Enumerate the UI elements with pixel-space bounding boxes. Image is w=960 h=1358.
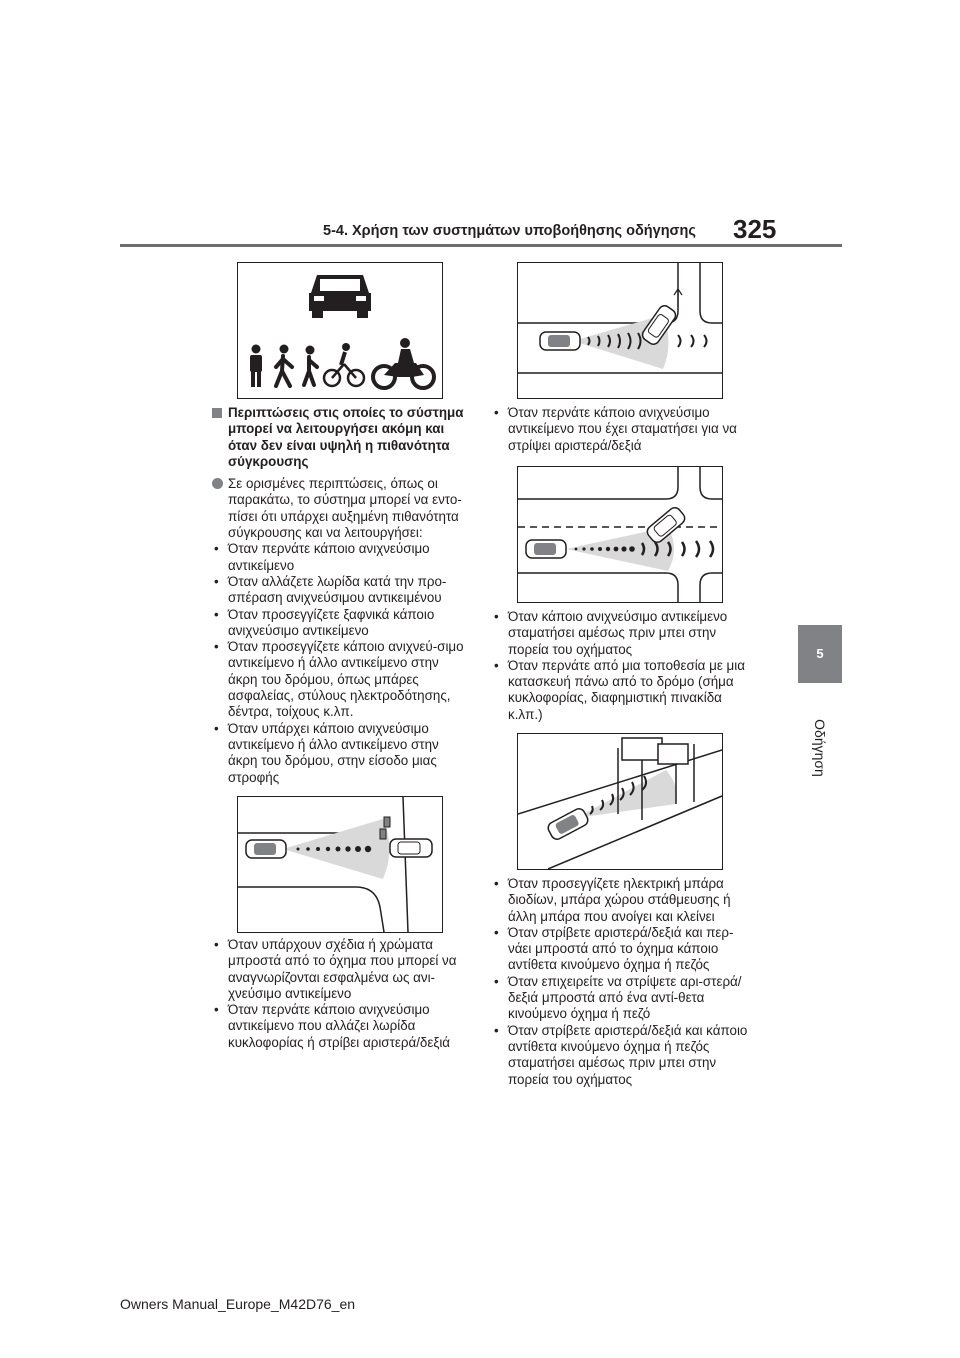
own-car-icon [546,807,590,842]
list-item: • Όταν στρίβετε αριστερά/δεξιά και περ-νάει μπροστά από το όχημα κάποιο αντίθετα κινούμενο όχημα ή πεζός [492,925,754,974]
own-car-icon [526,540,566,558]
list-item: • Όταν υπάρχει κάποιο ανιχνεύσιμο αντικείμενο ή άλλο αντικείμενο στην άκρη του δρόμου, στην είσοδο μιας στροφής [212,721,470,786]
turn-arrow-icon [674,289,682,307]
list-item: • Όταν υπάρχουν σχέδια ή χρώματα μπροστά από το όχημα που μπορεί να αναγνωρίζονται εσφαλμένα ως ανι-χνεύσιμο αντικείμενο [212,937,470,1002]
bullet-list [212,541,470,785]
list-item: • Όταν περνάτε από μια τοποθεσία με μια κατασκευή πάνω από το δρόμο (σήμα κυκλοφορίας, διαφημιστική πινακίδα κ.λπ.) [492,658,754,723]
bullet-list [492,876,754,1088]
figure-detectable-objects [237,262,443,399]
list-item: • Όταν επιχειρείτε να στρίψετε αρι-στερά/δεξιά μπροστά από ένα αντί-θετα κινούμενο όχημα ή πεζό [492,974,754,1023]
left-column [212,405,470,786]
bullet-list [492,405,754,454]
figure-stopped-to-turn [517,262,723,399]
pedestrian-walking-icon [276,345,292,387]
bullet-list [492,609,754,723]
bullet-list [212,937,470,1051]
list-item: • Όταν κάποιο ανιχνεύσιμο αντικείμενο σταματήσει αμέσως πριν μπει στην πορεία του οχήματος [492,609,754,658]
list-item: • Όταν στρίβετε αριστερά/δεξιά και κάποιο αντίθετα κινούμενο όχημα ή πεζός σταματήσει αμέσως πριν μπει στην πορεία του οχήματος [492,1023,754,1088]
section-heading: Περιπτώσεις στις οποίες το σύστημα μπορεί να λειτουργήσει ακόμη και όταν δεν είναι υψηλή η πιθανότητα σύγκρουσης [212,405,470,470]
list-item: • Όταν περνάτε κάποιο ανιχνεύσιμο αντικείμενο που έχει σταματήσει για να στρίψει αριστερά/δεξιά [492,405,754,454]
page-number: 325 [733,214,777,244]
child-pedestrian-icon [304,346,317,386]
own-car-icon [540,332,580,350]
sensor-beam [576,770,677,818]
circle-bullet-icon [212,478,223,489]
list-item: • Όταν προσεγγίζετε ηλεκτρική μπάρα διοδίων, μπάρα χώρου στάθμευσης ή άλλη μπάρα που ανοίγει και κλείνει [492,876,754,925]
figure-crossing-vehicle [517,466,723,603]
list-item: • Όταν αλλάζετε λωρίδα κατά την προ-σπέραση ανιχνεύσιμου αντικειμένου [212,574,470,607]
list-item: • Όταν περνάτε κάποιο ανιχνεύσιμο αντικείμενο [212,541,470,574]
list-item: • Όταν προσεγγίζετε κάποιο ανιχνεύ-σιμο αντικείμενο ή άλλο αντικείμενο στην άκρη του δρόμου, όπως μπάρες ασφαλείας, στύλους ηλεκτροδότησης, δέντρα, τοίχους κ.λπ. [212,639,470,720]
right-column-2 [492,609,754,723]
oncoming-car-icon [390,839,432,857]
footer-text: Owners Manual_Europe_M42D76_en [120,1296,356,1312]
pedestrian-standing-icon [250,345,262,388]
motorcycle-icon [373,338,434,388]
own-car-icon [246,840,286,858]
chapter-label: Οδήγηση [812,719,828,777]
figure-curve-entrance [237,796,443,933]
right-column-3 [492,876,754,1088]
cyclist-icon [324,343,364,386]
car-front-icon [309,275,371,318]
left-column-continued [212,937,470,1051]
right-column-1 [492,405,754,454]
section-title: 5-4. Χρήση των συστημάτων υποβοήθησης οδήγησης [323,223,696,239]
list-item: • Όταν περνάτε κάποιο ανιχνεύσιμο αντικείμενο που αλλάζει λωρίδα κυκλοφορίας ή στρίβει αριστερά/δεξιά [212,1002,470,1051]
intro-paragraph: Σε ορισμένες περιπτώσεις, όπως οι παρακάτω, το σύστημα μπορεί να εντο-πίσει ότι υπάρχει αυξημένη πιθανότητα σύγκρουσης και να λειτουργήσει: [212,476,470,541]
list-item: • Όταν προσεγγίζετε ξαφνικά κάποιο ανιχνεύσιμο αντικείμενο [212,607,470,640]
header-rule [120,244,842,247]
chapter-tab: 5 [798,625,842,683]
square-bullet-icon [212,408,222,418]
figure-overhead-structure [517,733,723,870]
